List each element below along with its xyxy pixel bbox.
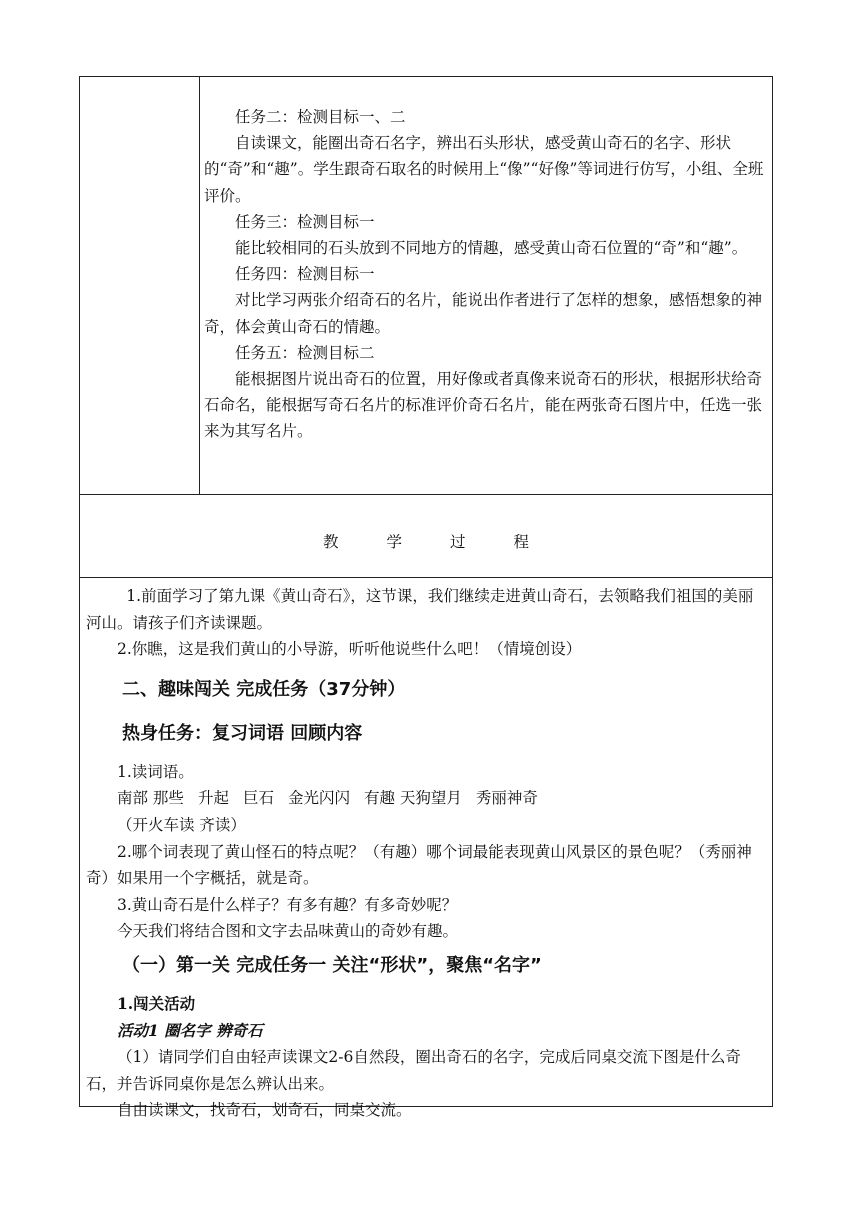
word: 金光闪闪 — [287, 789, 350, 808]
activity-1-title: 活动1 圈名字 辨奇石 — [117, 1020, 263, 1040]
heading-char: 教 — [322, 533, 339, 551]
process-body — [86, 583, 768, 1124]
row-divider-2 — [79, 577, 773, 578]
section-2-title: 二、趣味闯关 完成任务（37分钟） — [122, 678, 406, 700]
row-divider-1 — [79, 494, 773, 495]
warmup-step-4: 今天我们将结合图和文字去品味黄山的奇妙有趣。 — [117, 922, 459, 941]
heading-char: 过 — [450, 533, 466, 551]
word: 秀丽神奇 — [475, 789, 538, 808]
task-4-text: 对比学习两张介绍奇石的名片，能说出作者进行了怎样的想象，感悟想象的神奇，体会黄山奇石的情趣。 — [204, 291, 763, 336]
task-5-heading: 任务五：检测目标二 — [235, 343, 375, 362]
word-list — [86, 785, 768, 812]
activity-1-note: 自由读课文，找奇石，划奇石，同桌交流。 — [117, 1101, 412, 1120]
task-list — [204, 104, 766, 445]
task-4-heading: 任务四：检测目标一 — [235, 265, 375, 284]
word: 南部 那些 — [117, 789, 184, 808]
heading-char: 学 — [386, 533, 402, 551]
heading-char: 程 — [513, 533, 530, 551]
activity-1-text: （1）请同学们自由轻声读课文2-6自然段，圈出奇石的名字，完成后同桌交流下图是什么奇石，并告诉同桌你是怎么辨认出来。 — [86, 1048, 741, 1093]
intro-2: 2.你瞧，这是我们黄山的小导游，听听他说些什么吧！（情境创设） — [117, 640, 582, 659]
word: 升起 — [197, 789, 229, 808]
column-divider — [199, 76, 200, 494]
task-3-text: 能比较相同的石头放到不同地方的情趣，感受黄山奇石位置的“奇”和“趣”。 — [235, 239, 748, 258]
warmup-step-2: 2.哪个词表现了黄山怪石的特点呢？（有趣）哪个词最能表现黄山风景区的景色呢？（秀丽神奇）如果用一个字概括，就是奇。 — [86, 842, 752, 888]
word: 巨石 — [242, 789, 274, 808]
task-5-text: 能根据图片说出奇石的位置，用好像或者真像来说奇石的形状，根据形状给奇石命名，能根据写奇石名片的标准评价奇石名片，能在两张奇石图片中，任选一张来为其写名片。 — [204, 370, 763, 441]
warmup-title: 热身任务：复习词语 回顾内容 — [122, 722, 363, 744]
task-3-heading: 任务三：检测目标一 — [235, 212, 375, 231]
intro-1: 1.前面学习了第九课《黄山奇石》，这节课，我们继续走进黄山奇石，去领略我们祖国的美丽河山。请孩子们齐读课题。 — [86, 587, 754, 632]
warmup-step-3: 3.黄山奇石是什么样子？有多有趣？有多奇妙呢？ — [117, 895, 458, 914]
reading-note: （开火车读 齐读） — [117, 815, 246, 834]
level-1-title: （一）第一关 完成任务一 关注“形状”，聚焦“名字” — [122, 954, 542, 976]
word: 有趣 天狗望月 — [363, 789, 462, 808]
level-1-sub: 1.闯关活动 — [117, 993, 196, 1013]
warmup-step-1: 1.读词语。 — [117, 762, 194, 781]
task-2-heading: 任务二：检测目标一、二 — [235, 108, 406, 126]
task-2-text: 自读课文，能圈出奇石名字，辨出石头形状，感受黄山奇石的名字、形状的“奇”和“趣”。学生跟奇石取名的时候用上“像”“好像”等词进行仿写，小组、全班评价。 — [204, 134, 764, 205]
process-heading — [79, 530, 773, 552]
